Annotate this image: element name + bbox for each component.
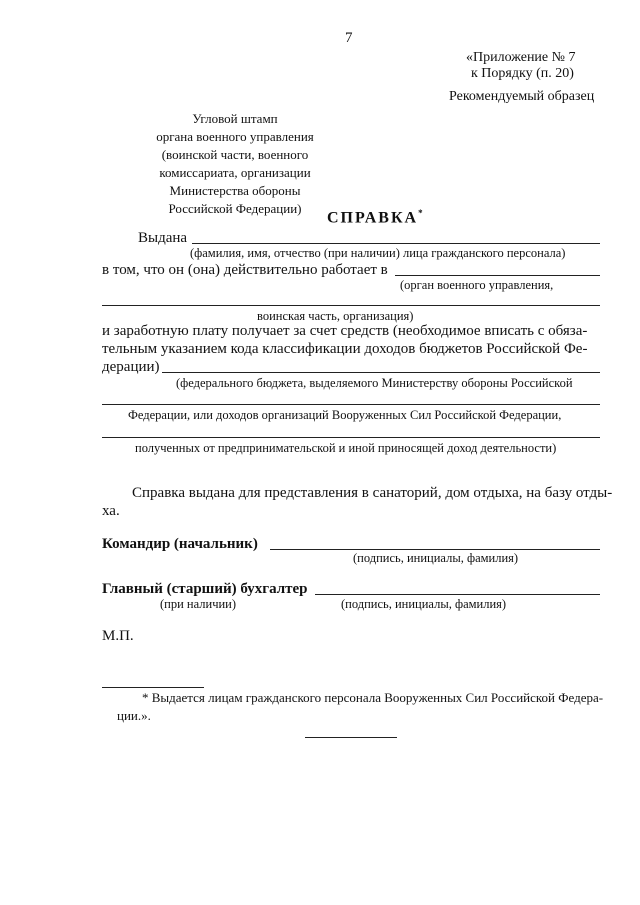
works-at-field-2[interactable] — [102, 305, 600, 306]
purpose-line-2: ха. — [102, 503, 120, 519]
commander-label: Командир (начальник) — [102, 536, 258, 552]
accountant-hint: (подпись, инициалы, фамилия) — [341, 597, 507, 611]
commander-signature-field[interactable] — [270, 549, 600, 550]
salary-line-2: тельным указанием кода классификации доходов бюджетов Российской Фе- — [102, 341, 588, 357]
accountant-signature-field[interactable] — [315, 594, 600, 595]
stamp-line: органа военного управления — [156, 129, 314, 144]
issued-to-field[interactable] — [192, 243, 600, 244]
salary-hint-1: (федерального бюджета, выделяемого Министерству обороны Российской — [176, 376, 573, 390]
footnote-line-2: ции.». — [117, 708, 151, 723]
stamp-line: (воинской части, военного — [161, 147, 309, 162]
commander-hint: (подпись, инициалы, фамилия) — [353, 551, 519, 565]
document-title-text: СПРАВКА — [327, 209, 419, 227]
recommended-sample: Рекомендуемый образец — [449, 89, 595, 104]
issued-to-label: Выдана — [138, 230, 188, 246]
works-at-field[interactable] — [395, 275, 600, 276]
corner-stamp — [130, 110, 340, 218]
salary-line-3: дерации) — [102, 359, 160, 375]
accountant-sub: (при наличии) — [160, 597, 237, 611]
end-separator — [305, 737, 397, 738]
document-title — [327, 208, 425, 227]
page-number: 7 — [345, 30, 353, 46]
works-at-hint-1: (орган военного управления, — [400, 278, 554, 292]
stamp-line: Министерства обороны — [169, 183, 301, 198]
purpose-line-1: Справка выдана для представления в санаторий, дом отдыха, на базу отды- — [132, 485, 613, 501]
appendix-reference: к Порядку (п. 20) — [471, 66, 574, 81]
salary-field[interactable] — [162, 372, 600, 373]
accountant-label: Главный (старший) бухгалтер — [102, 581, 308, 597]
salary-line-1: и заработную плату получает за счет средств (необходимое вписать с обяза- — [102, 323, 588, 339]
salary-hint-2: Федерации, или доходов организаций Вооруженных Сил Российской Федерации, — [128, 408, 562, 422]
footnote-separator — [102, 687, 204, 688]
works-at-label: в том, что он (она) действительно работает в — [102, 262, 388, 278]
appendix-title: «Приложение № 7 — [466, 50, 576, 65]
works-at-hint-2: воинская часть, организация) — [257, 309, 414, 323]
salary-hint-3: полученных от предпринимательской и иной приносящей доход деятельности) — [135, 441, 557, 455]
salary-field-3[interactable] — [102, 437, 600, 438]
stamp-line: комиссариата, организации — [159, 165, 311, 180]
footnote-mark: * — [418, 208, 425, 218]
issued-to-hint: (фамилия, имя, отчество (при наличии) лица гражданского персонала) — [190, 246, 566, 260]
stamp-line: Угловой штамп — [192, 111, 278, 126]
stamp-line: Российской Федерации) — [168, 201, 302, 216]
footnote-line-1: * Выдается лицам гражданского персонала Вооруженных Сил Российской Федера- — [142, 690, 604, 705]
salary-field-2[interactable] — [102, 404, 600, 405]
seal-place: М.П. — [102, 628, 134, 644]
